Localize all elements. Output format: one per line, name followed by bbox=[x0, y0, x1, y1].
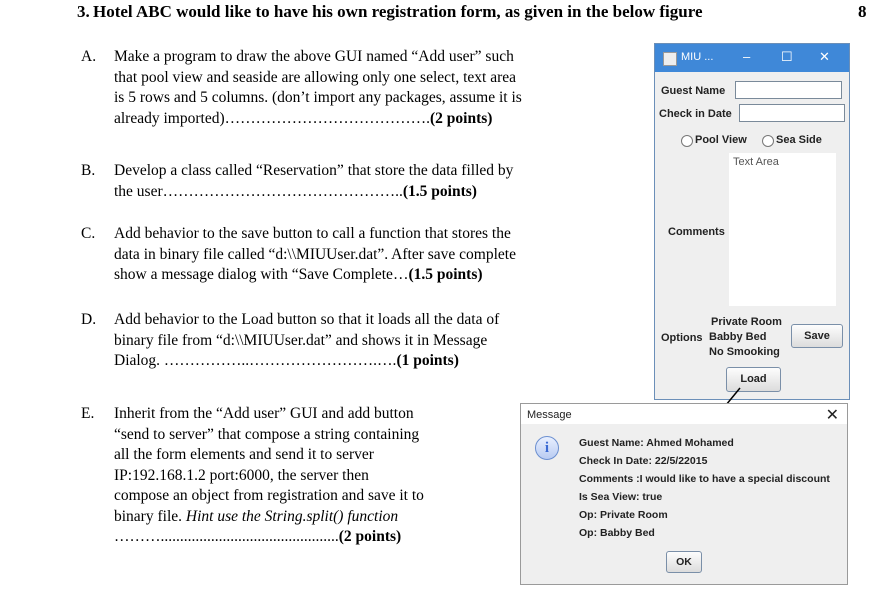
window-title: MIU ... bbox=[681, 51, 714, 63]
item-line: Add behavior to the save button to call a function that stores the bbox=[114, 225, 511, 242]
item-line: binary file from “d:\\MIUUser.dat” and shows it in Message bbox=[114, 331, 488, 349]
question-marks: 8 bbox=[858, 2, 867, 21]
item-label: A. bbox=[81, 48, 97, 65]
guest-name-input[interactable] bbox=[735, 81, 842, 99]
item-line: data in binary file called “d:\\MIUUser.dat”. After save complete bbox=[114, 245, 516, 263]
comments-label: Comments bbox=[668, 226, 725, 238]
item-line: Add behavior to the Load button so that it loads all the data of bbox=[114, 311, 500, 328]
item-line: show a message dialog with “Save Complete… bbox=[114, 266, 409, 283]
dialog-line: Op: Babby Bed bbox=[579, 527, 655, 539]
dialog-line: Guest Name: Ahmed Mohamed bbox=[579, 437, 734, 449]
option-item[interactable]: Babby Bed bbox=[709, 331, 767, 343]
item-a bbox=[81, 47, 641, 137]
message-dialog bbox=[520, 403, 848, 585]
item-line: the user……………………………………….. bbox=[114, 182, 403, 200]
options-list[interactable] bbox=[709, 315, 782, 360]
item-line: Dialog. ……………..…………………….…. bbox=[114, 352, 397, 369]
dialog-line: Is Sea View: true bbox=[579, 491, 663, 503]
item-line: is 5 rows and 5 columns. (don’t import any packages, assume it is bbox=[114, 89, 522, 106]
close-icon[interactable]: ✕ bbox=[825, 407, 839, 424]
save-button[interactable]: Save bbox=[791, 324, 843, 348]
item-points: (1.5 points) bbox=[408, 266, 483, 283]
item-b bbox=[81, 161, 641, 205]
question-title: Hotel ABC would like to have his own registration form, as given in the below figure bbox=[93, 2, 703, 21]
comments-textarea[interactable] bbox=[729, 153, 836, 306]
dialog-line: Comments :I would like to have a special discount bbox=[579, 473, 830, 485]
item-points: (2 points) bbox=[429, 109, 493, 127]
pool-view-label: Pool View bbox=[695, 134, 747, 146]
load-button[interactable]: Load bbox=[726, 367, 781, 392]
dialog-title: Message bbox=[527, 409, 572, 421]
item-label: B. bbox=[81, 162, 96, 179]
question-number: 3. bbox=[77, 2, 90, 21]
maximize-icon[interactable]: ☐ bbox=[781, 49, 793, 64]
check-in-input[interactable] bbox=[739, 104, 845, 122]
item-d bbox=[81, 310, 641, 376]
item-line: Develop a class called “Reservation” that store the data filled by bbox=[114, 162, 514, 179]
check-in-label: Check in Date bbox=[659, 108, 732, 120]
item-line: “send to server” that compose a string containing bbox=[114, 425, 420, 443]
item-line: already imported)…………………………………. bbox=[114, 109, 430, 127]
item-points: (1.5 points) bbox=[402, 182, 477, 200]
item-points: (1 points) bbox=[396, 352, 459, 369]
java-app-icon bbox=[663, 52, 677, 66]
options-label: Options bbox=[661, 332, 703, 344]
sea-side-label: Sea Side bbox=[776, 134, 822, 146]
sea-side-radio[interactable] bbox=[762, 135, 774, 147]
item-points: (2 points) bbox=[338, 528, 402, 545]
info-icon: i bbox=[535, 436, 559, 460]
item-line: all the form elements and send it to server bbox=[114, 446, 374, 463]
option-item[interactable]: Private Room bbox=[711, 316, 782, 328]
item-e bbox=[81, 404, 511, 574]
option-item[interactable]: No Smooking bbox=[709, 346, 780, 358]
dialog-line: Check In Date: 22/5/22015 bbox=[579, 455, 708, 467]
dialog-line: Op: Private Room bbox=[579, 509, 668, 521]
item-line: Inherit from the “Add user” GUI and add button bbox=[114, 405, 414, 422]
item-line: Make a program to draw the above GUI named “Add user” such bbox=[114, 48, 514, 65]
textarea-hint: Text Area bbox=[733, 156, 779, 168]
item-label: D. bbox=[81, 311, 97, 328]
item-label: E. bbox=[81, 405, 95, 422]
minimize-icon[interactable]: – bbox=[743, 49, 751, 64]
window-titlebar[interactable] bbox=[655, 44, 849, 72]
item-line: IP:192.168.1.2 port:6000, the server then bbox=[114, 466, 369, 484]
dialog-body bbox=[521, 424, 847, 584]
close-icon[interactable]: ✕ bbox=[819, 49, 830, 64]
item-line: ……….............................................. bbox=[114, 528, 339, 545]
add-user-window bbox=[654, 43, 850, 400]
item-hint: Hint use the String.split() function bbox=[185, 507, 399, 525]
pool-view-radio[interactable] bbox=[681, 135, 693, 147]
guest-name-label: Guest Name bbox=[661, 85, 726, 97]
item-label: C. bbox=[81, 225, 96, 242]
item-c bbox=[81, 224, 641, 290]
item-line: compose an object from registration and save it to bbox=[114, 487, 424, 504]
ok-button[interactable]: OK bbox=[666, 551, 702, 573]
item-line: that pool view and seaside are allowing only one select, text area bbox=[114, 68, 516, 86]
item-line: binary file. bbox=[114, 507, 186, 525]
